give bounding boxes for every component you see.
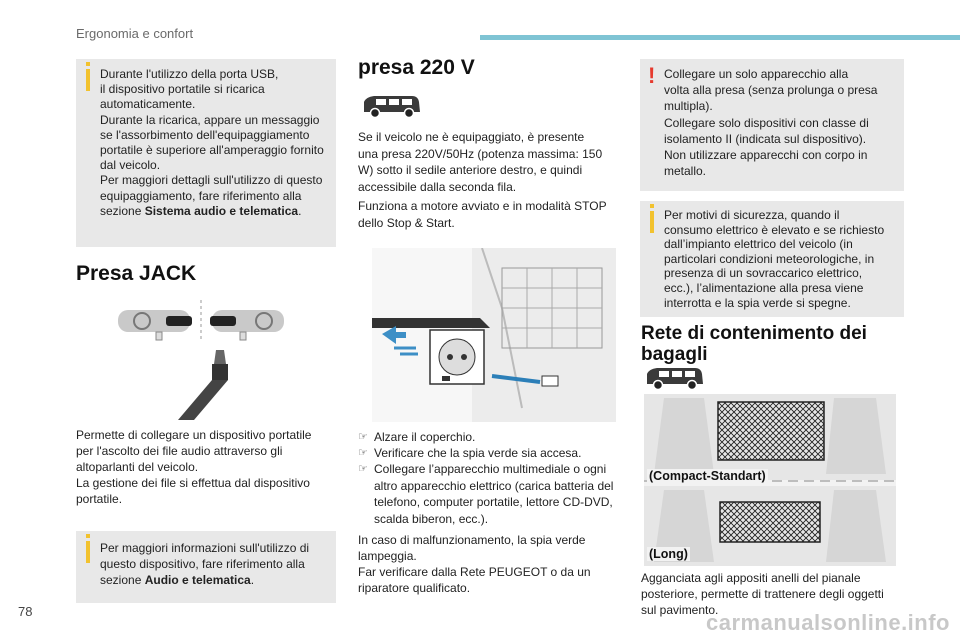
section-reference: Sistema audio e telematica [144, 203, 299, 218]
body-text: altoparlanti del veicolo. [76, 460, 199, 474]
info-text: interrotta e la spia verde si spegne. [664, 295, 851, 310]
socket-steps [358, 430, 620, 527]
watermark: carmanualsonline.info [706, 610, 950, 635]
info-text: sezione [100, 573, 145, 587]
info-text: equipaggiamento, fare riferimento alla [100, 188, 302, 203]
van-icon [360, 94, 422, 125]
info-text: presenza di un sovraccarico elettrico, [664, 266, 863, 281]
socket-heading: presa 220 V [358, 56, 475, 79]
body-text: lampeggia. [358, 549, 417, 563]
info-text: particolari condizioni meteorologiche, in [664, 251, 875, 266]
info-text: dal veicolo. [100, 158, 161, 173]
section-reference: Audio e telematica [144, 573, 251, 587]
socket-malfunction [358, 532, 620, 596]
info-text: ecc.), l’alimentazione alla presa viene [664, 280, 864, 295]
warning-text: isolamento II (indicata sul dispositivo). [664, 131, 867, 146]
variant-label-compact: (Compact-Standart) [649, 469, 766, 483]
body-text: una presa 220V/50Hz (potenza massima: 150 [358, 146, 603, 161]
info-box-usb [76, 59, 336, 247]
info-text: questo dispositivo, fare riferimento alla [100, 557, 305, 571]
info-text: automaticamente. [100, 97, 196, 112]
info-text: dall’impianto elettrico del veicolo (in [664, 237, 853, 252]
info-text: portatile è superiore all'amperaggio fornito [100, 143, 324, 158]
socket-illustration [372, 248, 616, 422]
jack-plug-icon [112, 298, 290, 422]
info-box-audio [76, 531, 336, 603]
jack-description [76, 427, 338, 507]
body-text: sul pavimento. [641, 603, 719, 617]
step-item: ☞ Collegare l’apparecchio multimediale o ogni altro apparecchio elettrico (carica batteria del telefono, computer portatile, lettore CD-DVD, scalda biberon, ecc.). [358, 461, 620, 527]
info-text: . [250, 573, 255, 587]
warning-text: Non utilizzare apparecchi con corpo in [664, 148, 868, 163]
body-text: Far verificare dalla Rete PEUGEOT o da un [358, 565, 591, 579]
net-heading [641, 323, 867, 365]
variant-label-long: (Long) [649, 547, 688, 561]
warning-text: metallo. [664, 164, 707, 179]
warning-icon: ! [648, 63, 656, 88]
info-text: . [298, 203, 302, 218]
warning-box [640, 59, 904, 191]
step-item: ☞ Verificare che la spia verde sia accesa. [358, 446, 620, 462]
warning-text: Collegare solo dispositivi con classe di [664, 115, 869, 130]
info-text: consumo elettrico è elevato e se richiesto [664, 222, 885, 237]
info-text: Per maggiori dettagli sull'utilizzo di questo [100, 173, 323, 188]
page-number: 78 [18, 604, 33, 619]
info-icon [86, 69, 90, 91]
info-icon [650, 211, 654, 233]
socket-intro [358, 129, 620, 195]
body-text: posteriore, permette di trattenere degli oggetti [641, 587, 884, 601]
van-icon [643, 366, 705, 397]
header-accent-bar [480, 35, 960, 40]
body-text: La gestione dei file si effettua dal dispositivo [76, 476, 310, 490]
jack-heading: Presa JACK [76, 262, 197, 285]
body-text: Funziona a motore avviato e in modalità STOP [358, 199, 607, 213]
info-text: se l'assorbimento dell'equipaggiamento [100, 127, 310, 142]
body-text: dello Stop & Start. [358, 215, 455, 230]
info-text: Per motivi di sicurezza, quando il [664, 208, 840, 222]
warning-text: volta alla presa (senza prolunga o presa [664, 83, 878, 98]
body-text: per l'ascolto dei file audio attraverso gli [76, 444, 283, 458]
info-text: Durante la ricarica, appare un messaggio [100, 112, 320, 127]
info-box-safety [640, 201, 904, 317]
heading-line: bagagli [641, 344, 708, 365]
info-text: Per maggiori informazioni sull'utilizzo di [100, 541, 310, 555]
info-text: sezione [100, 203, 145, 218]
info-text: Durante l'utilizzo della porta USB, [100, 67, 279, 81]
net-illustration [644, 394, 896, 566]
step-item: ☞ Alzare il coperchio. [358, 430, 620, 446]
body-text: accessibile dalla seconda fila. [358, 179, 517, 194]
body-text: Agganciata agli appositi anelli del pianale [641, 571, 861, 585]
warning-text: multipla). [664, 99, 713, 114]
warning-text: Collegare un solo apparecchio alla [664, 67, 849, 81]
info-text: il dispositivo portatile si ricarica [100, 82, 265, 97]
body-text: Se il veicolo ne è equipaggiato, è presente [358, 130, 585, 144]
body-text: W) sotto il sedile anteriore destro, e quindi [358, 163, 583, 177]
info-icon [86, 541, 90, 563]
body-text: portatile. [76, 492, 123, 506]
body-text: riparatore qualificato. [358, 581, 471, 595]
socket-condition [358, 198, 620, 231]
heading-line: Rete di contenimento dei [641, 323, 867, 344]
jack-illustration [112, 298, 290, 422]
body-text: In caso di malfunzionamento, la spia verde [358, 533, 586, 547]
section-title: Ergonomia e confort [76, 26, 194, 41]
body-text: Permette di collegare un dispositivo portatile [76, 428, 312, 442]
